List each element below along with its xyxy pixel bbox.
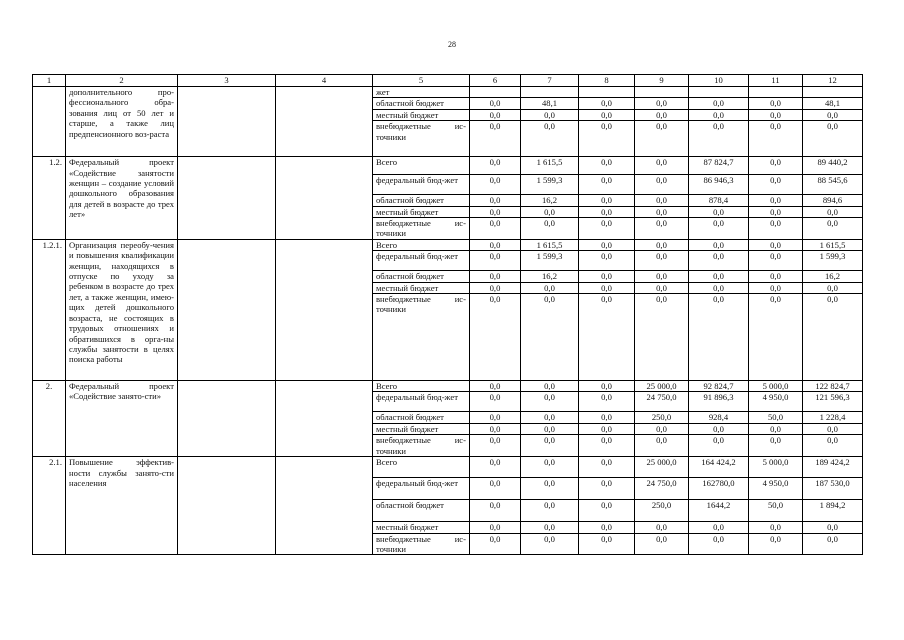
empty-cell <box>178 157 276 240</box>
value-cell: 0,0 <box>689 522 749 533</box>
value-cell: 5 000,0 <box>749 381 803 392</box>
value-cell: 250,0 <box>635 412 689 423</box>
value-cell: 16,2 <box>521 195 579 206</box>
funding-source: внебюджетные ис-точники <box>373 218 470 240</box>
value-cell: 4 950,0 <box>749 392 803 412</box>
value-cell: 0,0 <box>579 175 635 195</box>
value-cell: 0,0 <box>749 423 803 434</box>
value-cell: 0,0 <box>579 206 635 217</box>
table-row <box>33 87 863 98</box>
value-cell: 25 000,0 <box>635 457 689 478</box>
value-cell: 0,0 <box>803 522 863 533</box>
funding-source: жет <box>373 87 470 98</box>
value-cell: 0,0 <box>749 98 803 109</box>
value-cell: 894,6 <box>803 195 863 206</box>
value-cell: 0,0 <box>803 294 863 381</box>
empty-cell <box>178 457 276 555</box>
value-cell: 0,0 <box>521 381 579 392</box>
value-cell: 0,0 <box>689 435 749 457</box>
value-cell: 0,0 <box>521 478 579 500</box>
value-cell: 0,0 <box>749 435 803 457</box>
funding-source: областной бюджет <box>373 195 470 206</box>
value-cell: 0,0 <box>635 522 689 533</box>
value-cell: 122 824,7 <box>803 381 863 392</box>
column-header: 2 <box>66 75 178 87</box>
funding-source: федеральный бюд-жет <box>373 478 470 500</box>
row-description: Повышение эффектив-ности службы занято-сти населения <box>66 457 178 555</box>
value-cell: 0,0 <box>689 239 749 250</box>
empty-cell <box>276 157 373 240</box>
value-cell: 0,0 <box>635 175 689 195</box>
value-cell: 0,0 <box>470 500 521 522</box>
value-cell: 0,0 <box>470 294 521 381</box>
budget-table <box>32 74 863 555</box>
value-cell: 0,0 <box>521 206 579 217</box>
value-cell: 0,0 <box>749 109 803 120</box>
value-cell: 0,0 <box>803 423 863 434</box>
row-description: Федеральный проект «Содействие занятости женщин – создание условий дошкольного образования для детей в возрасте до трех лет» <box>66 157 178 240</box>
value-cell: 0,0 <box>635 239 689 250</box>
value-cell: 0,0 <box>803 206 863 217</box>
value-cell: 0,0 <box>470 98 521 109</box>
value-cell: 0,0 <box>803 109 863 120</box>
value-cell: 0,0 <box>749 157 803 175</box>
funding-source: областной бюджет <box>373 98 470 109</box>
value-cell: 0,0 <box>470 218 521 240</box>
value-cell: 0,0 <box>521 121 579 157</box>
value-cell: 1 228,4 <box>803 412 863 423</box>
value-cell: 0,0 <box>749 271 803 282</box>
value-cell: 0,0 <box>635 206 689 217</box>
value-cell: 0,0 <box>470 121 521 157</box>
value-cell: 0,0 <box>635 435 689 457</box>
funding-source: Всего <box>373 157 470 175</box>
value-cell: 0,0 <box>470 392 521 412</box>
value-cell: 0,0 <box>521 282 579 293</box>
row-code: 2.1. <box>33 457 66 555</box>
value-cell: 4 950,0 <box>749 478 803 500</box>
value-cell: 0,0 <box>470 423 521 434</box>
value-cell: 0,0 <box>803 282 863 293</box>
value-cell: 1 615,5 <box>803 239 863 250</box>
value-cell: 0,0 <box>470 457 521 478</box>
value-cell: 0,0 <box>579 195 635 206</box>
value-cell: 0,0 <box>470 239 521 250</box>
value-cell: 0,0 <box>689 533 749 555</box>
value-cell: 0,0 <box>749 282 803 293</box>
column-header: 8 <box>579 75 635 87</box>
value-cell: 25 000,0 <box>635 381 689 392</box>
value-cell: 0,0 <box>470 533 521 555</box>
funding-source: областной бюджет <box>373 412 470 423</box>
value-cell: 0,0 <box>803 218 863 240</box>
row-description: Федеральный проект «Содействие занято-сти» <box>66 381 178 457</box>
funding-source: федеральный бюд-жет <box>373 251 470 271</box>
value-cell: 0,0 <box>470 251 521 271</box>
value-cell: 0,0 <box>470 478 521 500</box>
value-cell: 0,0 <box>470 175 521 195</box>
value-cell: 0,0 <box>749 294 803 381</box>
table-row <box>33 157 863 175</box>
value-cell: 0,0 <box>803 533 863 555</box>
value-cell: 5 000,0 <box>749 457 803 478</box>
value-cell: 0,0 <box>635 423 689 434</box>
value-cell: 86 946,3 <box>689 175 749 195</box>
value-cell: 0,0 <box>689 423 749 434</box>
value-cell: 0,0 <box>689 206 749 217</box>
empty-cell <box>178 239 276 380</box>
table-row <box>33 239 863 250</box>
value-cell: 1 615,5 <box>521 157 579 175</box>
value-cell: 0,0 <box>749 533 803 555</box>
empty-cell <box>276 239 373 380</box>
value-cell <box>470 87 521 98</box>
funding-source: внебюджетные ис-точники <box>373 533 470 555</box>
value-cell: 1 599,3 <box>521 251 579 271</box>
value-cell: 0,0 <box>521 109 579 120</box>
value-cell: 0,0 <box>635 218 689 240</box>
column-header: 10 <box>689 75 749 87</box>
value-cell: 0,0 <box>749 195 803 206</box>
value-cell: 0,0 <box>521 392 579 412</box>
value-cell: 87 824,7 <box>689 157 749 175</box>
value-cell: 0,0 <box>579 157 635 175</box>
value-cell: 0,0 <box>579 381 635 392</box>
row-description: дополнительного про-фессионального обра-зования лиц от 50 лет и старше, а также лиц предпенсионного воз-раста <box>66 87 178 157</box>
funding-source: областной бюджет <box>373 500 470 522</box>
value-cell: 0,0 <box>470 271 521 282</box>
value-cell: 0,0 <box>579 282 635 293</box>
empty-cell <box>276 381 373 457</box>
row-code: 1.2. <box>33 157 66 240</box>
column-header-row <box>33 75 863 87</box>
column-header: 7 <box>521 75 579 87</box>
value-cell: 89 440,2 <box>803 157 863 175</box>
value-cell: 0,0 <box>579 98 635 109</box>
funding-source: федеральный бюд-жет <box>373 175 470 195</box>
column-header: 6 <box>470 75 521 87</box>
funding-source: Всего <box>373 457 470 478</box>
value-cell: 0,0 <box>470 109 521 120</box>
value-cell: 0,0 <box>579 412 635 423</box>
row-code: 1.2.1. <box>33 239 66 380</box>
value-cell: 0,0 <box>521 412 579 423</box>
funding-source: областной бюджет <box>373 271 470 282</box>
row-code <box>33 87 66 157</box>
value-cell <box>749 87 803 98</box>
value-cell: 48,1 <box>521 98 579 109</box>
value-cell: 0,0 <box>579 522 635 533</box>
value-cell: 0,0 <box>689 271 749 282</box>
value-cell: 50,0 <box>749 412 803 423</box>
value-cell: 0,0 <box>579 533 635 555</box>
value-cell: 878,4 <box>689 195 749 206</box>
value-cell: 0,0 <box>635 109 689 120</box>
column-header: 1 <box>33 75 66 87</box>
value-cell: 0,0 <box>521 522 579 533</box>
empty-cell <box>178 381 276 457</box>
value-cell: 0,0 <box>521 294 579 381</box>
value-cell: 0,0 <box>579 392 635 412</box>
funding-source: местный бюджет <box>373 522 470 533</box>
value-cell: 0,0 <box>579 271 635 282</box>
value-cell: 0,0 <box>470 206 521 217</box>
value-cell: 0,0 <box>470 522 521 533</box>
table-row <box>33 381 863 392</box>
value-cell: 0,0 <box>470 435 521 457</box>
value-cell: 0,0 <box>635 533 689 555</box>
value-cell: 0,0 <box>689 282 749 293</box>
value-cell: 0,0 <box>521 457 579 478</box>
value-cell: 162780,0 <box>689 478 749 500</box>
value-cell: 0,0 <box>635 282 689 293</box>
value-cell: 0,0 <box>749 522 803 533</box>
value-cell: 0,0 <box>635 121 689 157</box>
value-cell: 0,0 <box>689 109 749 120</box>
funding-source: местный бюджет <box>373 206 470 217</box>
value-cell: 0,0 <box>689 121 749 157</box>
value-cell: 1 894,2 <box>803 500 863 522</box>
funding-source: внебюджетные ис-точники <box>373 435 470 457</box>
value-cell: 121 596,3 <box>803 392 863 412</box>
value-cell <box>521 87 579 98</box>
value-cell: 0,0 <box>803 121 863 157</box>
empty-cell <box>276 457 373 555</box>
value-cell: 0,0 <box>579 239 635 250</box>
value-cell: 91 896,3 <box>689 392 749 412</box>
value-cell <box>689 87 749 98</box>
value-cell: 0,0 <box>749 206 803 217</box>
funding-source: внебюджетные ис-точники <box>373 121 470 157</box>
value-cell: 1 615,5 <box>521 239 579 250</box>
value-cell: 0,0 <box>521 533 579 555</box>
value-cell: 0,0 <box>635 294 689 381</box>
funding-source: Всего <box>373 381 470 392</box>
funding-source: федеральный бюд-жет <box>373 392 470 412</box>
value-cell: 24 750,0 <box>635 478 689 500</box>
value-cell: 0,0 <box>470 157 521 175</box>
value-cell: 0,0 <box>635 271 689 282</box>
value-cell: 0,0 <box>689 218 749 240</box>
value-cell: 0,0 <box>579 294 635 381</box>
value-cell: 0,0 <box>749 239 803 250</box>
value-cell: 0,0 <box>579 109 635 120</box>
empty-cell <box>178 87 276 157</box>
value-cell: 16,2 <box>803 271 863 282</box>
row-description: Организация переобу-чения и повышения квалификации женщин, находящихся в отпуске по уходу за ребенком в возрасте до трех лет, а также женщин, имею-щих детей дошкольного возраста, не состоящих в трудовых отношениях и обратившихся в орга-ны службы занятости в целях поиска работы <box>66 239 178 380</box>
value-cell: 189 424,2 <box>803 457 863 478</box>
value-cell: 0,0 <box>749 251 803 271</box>
empty-cell <box>276 87 373 157</box>
column-header: 5 <box>373 75 470 87</box>
value-cell: 1 599,3 <box>803 251 863 271</box>
value-cell: 0,0 <box>579 478 635 500</box>
value-cell: 0,0 <box>579 435 635 457</box>
value-cell: 92 824,7 <box>689 381 749 392</box>
value-cell: 0,0 <box>579 500 635 522</box>
value-cell: 0,0 <box>689 251 749 271</box>
funding-source: местный бюджет <box>373 109 470 120</box>
column-header: 4 <box>276 75 373 87</box>
value-cell: 0,0 <box>579 423 635 434</box>
value-cell <box>635 87 689 98</box>
value-cell: 164 424,2 <box>689 457 749 478</box>
funding-source: внебюджетные ис-точники <box>373 294 470 381</box>
value-cell: 48,1 <box>803 98 863 109</box>
value-cell <box>579 87 635 98</box>
value-cell: 0,0 <box>579 457 635 478</box>
table-body <box>33 87 863 555</box>
value-cell: 0,0 <box>470 412 521 423</box>
funding-source: Всего <box>373 239 470 250</box>
value-cell: 0,0 <box>470 282 521 293</box>
value-cell: 1644,2 <box>689 500 749 522</box>
value-cell: 928,4 <box>689 412 749 423</box>
funding-source: местный бюджет <box>373 423 470 434</box>
value-cell: 0,0 <box>521 500 579 522</box>
value-cell: 0,0 <box>803 435 863 457</box>
value-cell: 0,0 <box>689 98 749 109</box>
value-cell: 0,0 <box>470 195 521 206</box>
value-cell: 0,0 <box>749 121 803 157</box>
value-cell: 250,0 <box>635 500 689 522</box>
value-cell: 0,0 <box>521 218 579 240</box>
column-header: 12 <box>803 75 863 87</box>
value-cell: 1 599,3 <box>521 175 579 195</box>
value-cell: 24 750,0 <box>635 392 689 412</box>
value-cell: 0,0 <box>635 98 689 109</box>
value-cell: 0,0 <box>749 218 803 240</box>
value-cell: 0,0 <box>579 218 635 240</box>
row-code: 2. <box>33 381 66 457</box>
column-header: 11 <box>749 75 803 87</box>
value-cell: 50,0 <box>749 500 803 522</box>
value-cell: 0,0 <box>689 294 749 381</box>
value-cell: 187 530,0 <box>803 478 863 500</box>
value-cell: 0,0 <box>749 175 803 195</box>
value-cell: 16,2 <box>521 271 579 282</box>
value-cell: 0,0 <box>470 381 521 392</box>
column-header: 9 <box>635 75 689 87</box>
value-cell <box>803 87 863 98</box>
value-cell: 0,0 <box>635 251 689 271</box>
column-header: 3 <box>178 75 276 87</box>
value-cell: 0,0 <box>579 251 635 271</box>
value-cell: 0,0 <box>521 423 579 434</box>
value-cell: 0,0 <box>579 121 635 157</box>
value-cell: 0,0 <box>635 195 689 206</box>
page-number: 28 <box>448 40 456 49</box>
value-cell: 0,0 <box>521 435 579 457</box>
value-cell: 0,0 <box>635 157 689 175</box>
table-row <box>33 457 863 478</box>
funding-source: местный бюджет <box>373 282 470 293</box>
value-cell: 88 545,6 <box>803 175 863 195</box>
